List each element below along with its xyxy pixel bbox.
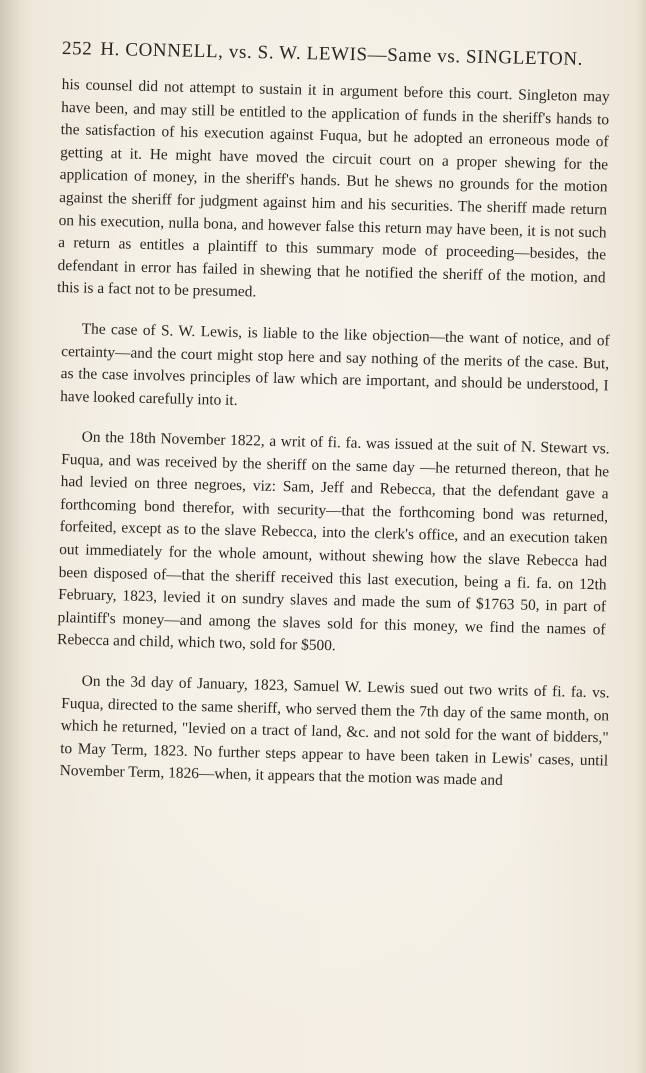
paragraph-2-text: The case of S. W. Lewis, is liable to the like objection—the want of notice, and of certainty—and the court might stop here and say nothing of the merits of the case. But, as the case involves principles of law which are important, and should be understood, I have looked carefully into it. [60, 320, 610, 409]
paragraph-1-text: his counsel did not attempt to sustain it in argument before this court. Singleton may have been, and may still be entitled to the application of funds in the sheriff's hands to the satisfaction of his execution against Fuqua, but he adopted an erroneous mode of getting at it. He might have moved the circuit court on a proper shewing for the application of money, in the sheriff's hands. But he shews no grounds for the motion against the sheriff for judgment against him and his securities. The sheriff made return on his execution, nulla bona, and however false this return may have been, it is not such a return as entitles a plaintiff to this summary mode of proceeding—besides, the defendant in error has failed in shewing that he notified the sheriff of the motion, and this is a fact not to be presumed. [56, 75, 610, 301]
page-header [62, 38, 618, 72]
page-number: 252 [61, 38, 93, 60]
page-edge-shadow [636, 0, 646, 1073]
paragraph-4-text: On the 3d day of January, 1823, Samuel W. Lewis sued out two writs of fi. fa. vs. Fuqua, directed to the same sheriff, who served them the 7th day of the same month, on which he returned, "levied on a tract of land, &c. and not sold for the want of bidders," to May Term, 1823. No further steps appear to have been taken in Lewis' cases, until November Term, 1826—when, it appears that the motion was made and [59, 672, 610, 790]
spine-shadow [0, 0, 34, 1073]
paragraph-3-text: On the 18th November 1822, a writ of fi. fa. was issued at the suit of N. Stewart vs. Fuqua, and was received by the sheriff on the same day —he returned thereon, that he had levied on three negroes, viz: Sam, Jeff and Rebecca, that the defendant gave a forthcoming bond therefor, with security—that the forthcoming bond was returned, forfeited, except as to the slave Rebecca, into the clerk's office, and an execution taken out immediately for the whole amount, without shewing how the slave Rebecca had been disposed of—that the sheriff received this last execution, being a fi. fa. on 12th February, 1823, levied it on sundry slaves and made the sum of $1763 50, in part of plaintiff's money—and among the slaves sold for this money, we find the names of Rebecca and child, which two, sold for $500. [56, 428, 610, 655]
paragraph-1 [57, 74, 610, 312]
running-title: H. CONNELL, vs. S. W. LEWIS—Same vs. SINGLETON. [100, 38, 584, 70]
paragraph-2 [60, 318, 610, 421]
paragraph-4 [59, 670, 609, 795]
paragraph-3 [57, 426, 610, 664]
